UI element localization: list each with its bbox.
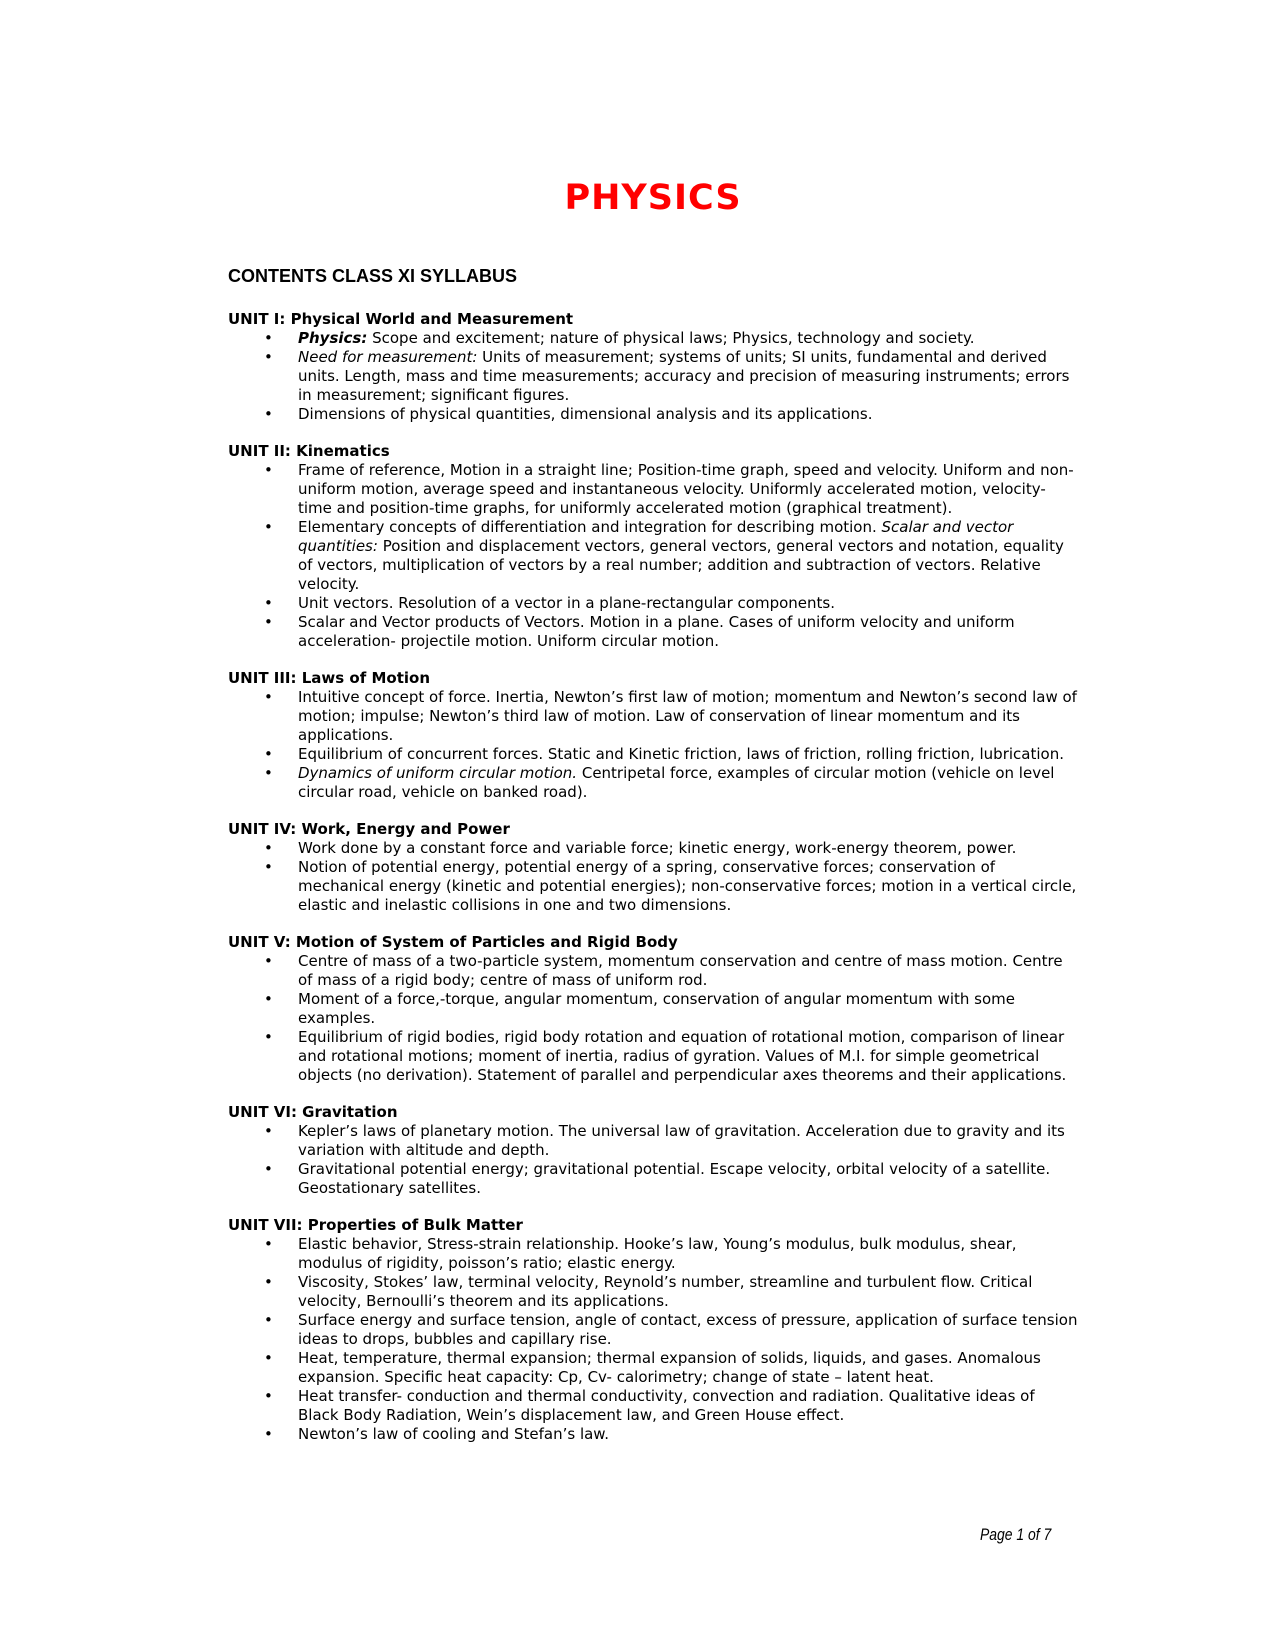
topic-text: Newton’s law of cooling and Stefan’s law. xyxy=(298,1425,609,1443)
unit-section xyxy=(228,442,1078,651)
topic-text: Position and displacement vectors, general vectors, general vectors and notation, equality of vectors, multiplication of vectors by a real number; addition and subtraction of vectors. Relative velocity. xyxy=(298,537,1064,593)
topic-item xyxy=(228,613,1078,651)
document-page xyxy=(228,170,1078,1462)
topic-text: Kepler’s laws of planetary motion. The universal law of gravitation. Acceleration due to gravity and its variation with altitude and depth. xyxy=(298,1122,1065,1159)
topic-item xyxy=(228,1028,1078,1085)
topic-item xyxy=(228,1349,1078,1387)
unit-section xyxy=(228,933,1078,1085)
topic-item xyxy=(228,1122,1078,1160)
topic-item xyxy=(228,594,1078,613)
topic-item xyxy=(228,688,1078,745)
unit-topic-list xyxy=(228,1122,1078,1198)
topic-item xyxy=(228,329,1078,348)
unit-section xyxy=(228,1216,1078,1444)
unit-topic-list xyxy=(228,839,1078,915)
topic-item xyxy=(228,1311,1078,1349)
unit-heading: UNIT III: Laws of Motion xyxy=(228,669,431,687)
topic-text: Centre of mass of a two-particle system, momentum conservation and centre of mass motion. Centre of mass of a rigid body; centre of mass of uniform rod. xyxy=(298,952,1063,989)
unit-heading: UNIT IV: Work, Energy and Power xyxy=(228,820,510,838)
topic-item xyxy=(228,1273,1078,1311)
unit-section xyxy=(228,820,1078,915)
topic-item xyxy=(228,839,1078,858)
topic-text: Intuitive concept of force. Inertia, Newton’s first law of motion; momentum and Newton’s second law of motion; impulse; Newton’s third law of motion. Law of conservation of linear momentum and its applications. xyxy=(298,688,1077,744)
topic-item xyxy=(228,952,1078,990)
unit-heading: UNIT II: Kinematics xyxy=(228,442,390,460)
topic-text: Centripetal force, examples of circular motion (vehicle on level circular road, vehicle on banked road). xyxy=(298,764,1055,801)
topic-text: Frame of reference, Motion in a straight line; Position-time graph, speed and velocity. Uniform and non-uniform motion, average speed and instantaneous velocity. Uniformly accelerated motion, velocity-time and position-time graphs, for uniformly accelerated motion (graphical treatment). xyxy=(298,461,1074,517)
unit-topic-list xyxy=(228,688,1078,802)
topic-text: Equilibrium of concurrent forces. Static and Kinetic friction, laws of friction, rolling friction, lubrication. xyxy=(298,745,1064,763)
topic-item xyxy=(228,990,1078,1028)
contents-heading: CONTENTS CLASS XI SYLLABUS xyxy=(228,266,518,286)
topic-text: Elastic behavior, Stress-strain relationship. Hooke’s law, Young’s modulus, bulk modulus, shear, modulus of rigidity, poisson’s ratio; elastic energy. xyxy=(298,1235,1017,1272)
topic-text-segment xyxy=(298,329,367,347)
topic-item xyxy=(228,405,1078,424)
topic-text: Dimensions of physical quantities, dimensional analysis and its applications. xyxy=(298,405,873,423)
topic-text: Work done by a constant force and variable force; kinetic energy, work-energy theorem, power. xyxy=(298,839,1017,857)
topic-item xyxy=(228,1160,1078,1198)
topic-text: Unit vectors. Resolution of a vector in a plane-rectangular components. xyxy=(298,594,835,612)
topic-text: Heat transfer- conduction and thermal conductivity, convection and radiation. Qualitative ideas of Black Body Radiation, Wein’s displacement law, and Green House effect. xyxy=(298,1387,1035,1424)
topic-text: Surface energy and surface tension, angle of contact, excess of pressure, application of surface tension ideas to drops, bubbles and capillary rise. xyxy=(298,1311,1078,1348)
topic-text: Scope and excitement; nature of physical laws; Physics, technology and society. xyxy=(367,329,975,347)
unit-section xyxy=(228,1103,1078,1198)
unit-topic-list xyxy=(228,461,1078,651)
unit-topic-list xyxy=(228,1235,1078,1444)
unit-heading: UNIT V: Motion of System of Particles and Rigid Body xyxy=(228,933,678,951)
topic-text: Elementary concepts of differentiation and integration for describing motion. xyxy=(298,518,882,536)
topic-item xyxy=(228,461,1078,518)
topic-item xyxy=(228,745,1078,764)
topic-text: Equilibrium of rigid bodies, rigid body rotation and equation of rotational motion, comparison of linear and rotational motions; moment of inertia, radius of gyration. Values of M.I. for simple geometrical objects (no derivation). Statement of parallel and perpendicular axes theorems and their applications. xyxy=(298,1028,1067,1084)
topic-item xyxy=(228,858,1078,915)
topic-text: Units of measurement; systems of units; SI units, fundamental and derived units. Length, mass and time measurements; accuracy and precision of measuring instruments; errors in measurement; significant figures. xyxy=(298,348,1070,404)
units-list xyxy=(228,310,1078,1444)
topic-text: Moment of a force,-torque, angular momentum, conservation of angular momentum with some examples. xyxy=(298,990,1015,1027)
topic-text: Heat, temperature, thermal expansion; thermal expansion of solids, liquids, and gases. Anomalous expansion. Specific heat capacity: Cp, Cv- calorimetry; change of state – latent heat. xyxy=(298,1349,1041,1386)
topic-text: Dynamics of uniform circular motion. xyxy=(298,764,578,782)
unit-section xyxy=(228,310,1078,424)
unit-topic-list xyxy=(228,329,1078,424)
topic-item xyxy=(228,1425,1078,1444)
topic-item xyxy=(228,1235,1078,1273)
unit-heading: UNIT VI: Gravitation xyxy=(228,1103,398,1121)
topic-item xyxy=(228,518,1078,594)
topic-text: Scalar and Vector products of Vectors. Motion in a plane. Cases of uniform velocity and uniform acceleration- projectile motion. Uniform circular motion. xyxy=(298,613,1015,650)
topic-item xyxy=(228,764,1078,802)
unit-topic-list xyxy=(228,952,1078,1085)
topic-item xyxy=(228,348,1078,405)
topic-text: Physics: xyxy=(298,329,368,347)
unit-section xyxy=(228,669,1078,802)
unit-heading: UNIT VII: Properties of Bulk Matter xyxy=(228,1216,523,1234)
page-number: Page 1 of 7 xyxy=(980,1525,1052,1544)
topic-text: Gravitational potential energy; gravitational potential. Escape velocity, orbital velocity of a satellite. Geostationary satellites. xyxy=(298,1160,1051,1197)
topic-text: Viscosity, Stokes’ law, terminal velocity, Reynold’s number, streamline and turbulent flow. Critical velocity, Bernoulli’s theorem and its applications. xyxy=(298,1273,1033,1310)
page-title: PHYSICS xyxy=(564,178,742,218)
topic-item xyxy=(228,1387,1078,1425)
topic-text: Need for measurement: xyxy=(298,348,478,366)
unit-heading: UNIT I: Physical World and Measurement xyxy=(228,310,574,328)
topic-text: Scalar and vector quantities: xyxy=(298,518,1014,555)
topic-text: Notion of potential energy, potential energy of a spring, conservative forces; conservation of mechanical energy (kinetic and potential energies); non-conservative forces; motion in a vertical circle, elastic and inelastic collisions in one and two dimensions. xyxy=(298,858,1077,914)
